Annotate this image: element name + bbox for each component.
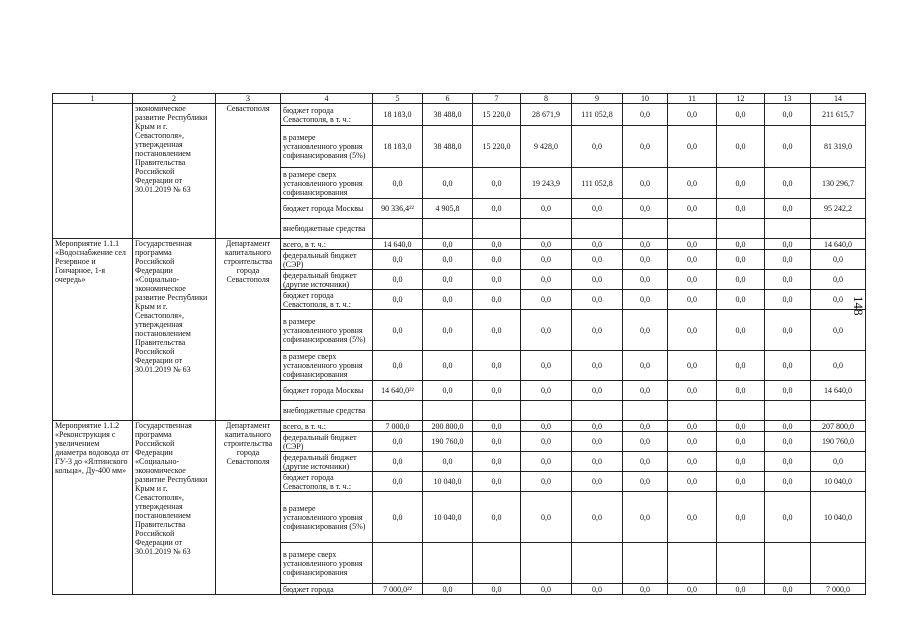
amount-cell: 0,0 bbox=[473, 270, 521, 290]
amount-cell: 0,0 bbox=[717, 492, 765, 543]
amount-cell: 0,0 bbox=[572, 492, 623, 543]
executor-cell: Севастополя bbox=[216, 104, 281, 239]
amount-cell bbox=[373, 543, 423, 584]
program-cell: Государственная программа Российской Федерации «Социально-экономическое развитие Республики Крым и г. Севастополя», утвержденная постановлением Правительства Российской Федерации от 30.01.2019 № 63 bbox=[133, 239, 216, 421]
amount-cell: 0,0 bbox=[623, 104, 668, 126]
amount-cell: 14 640,0²² bbox=[373, 381, 423, 401]
amount-cell: 0,0 bbox=[765, 432, 811, 452]
amount-cell: 0,0 bbox=[717, 168, 765, 199]
amount-cell: 0,0 bbox=[623, 421, 668, 432]
amount-cell: 0,0 bbox=[765, 168, 811, 199]
funding-source-cell: федеральный бюджет (другие источники) bbox=[281, 270, 373, 290]
measure-name-cell bbox=[53, 104, 133, 239]
amount-cell: 0,0 bbox=[473, 239, 521, 250]
amount-cell: 0,0 bbox=[717, 381, 765, 401]
amount-cell: 0,0 bbox=[765, 290, 811, 310]
amount-cell bbox=[717, 219, 765, 239]
amount-cell: 0,0 bbox=[811, 270, 866, 290]
amount-cell: 0,0 bbox=[423, 381, 473, 401]
table-row bbox=[53, 421, 866, 432]
amount-cell bbox=[473, 401, 521, 421]
amount-cell: 0,0 bbox=[623, 168, 668, 199]
amount-cell: 38 488,0 bbox=[423, 126, 473, 168]
funding-source-cell: бюджет города Москвы bbox=[281, 199, 373, 219]
amount-cell: 0,0 bbox=[572, 270, 623, 290]
amount-cell: 14 640,0 bbox=[811, 239, 866, 250]
amount-cell: 0,0 bbox=[572, 239, 623, 250]
amount-cell: 0,0 bbox=[668, 310, 717, 351]
program-cell: Государственная программа Российской Федерации «Социально-экономическое развитие Республики Крым и г. Севастополя», утвержденная постановлением Правительства Российской Федерации от 30.01.2019 № 63 bbox=[133, 421, 216, 595]
amount-cell: 0,0 bbox=[473, 310, 521, 351]
amount-cell bbox=[521, 543, 572, 584]
funding-source-cell: в размере сверх установленного уровня софинансирования bbox=[281, 168, 373, 199]
amount-cell bbox=[668, 219, 717, 239]
amount-cell: 0,0 bbox=[572, 421, 623, 432]
measure-name-cell: Мероприятие 1.1.2 «Реконструкция с увеличением диаметра водовода от ГУ-3 до «Ялтинского кольца», Ду-400 мм» bbox=[53, 421, 133, 595]
amount-cell: 0,0 bbox=[623, 290, 668, 310]
amount-cell: 90 336,4²² bbox=[373, 199, 423, 219]
amount-cell: 7 000,0 bbox=[811, 584, 866, 595]
amount-cell: 0,0 bbox=[623, 239, 668, 250]
amount-cell: 0,0 bbox=[473, 452, 521, 472]
amount-cell: 0,0 bbox=[623, 199, 668, 219]
amount-cell: 0,0 bbox=[521, 492, 572, 543]
amount-cell bbox=[572, 219, 623, 239]
funding-source-cell: внебюджетные средства bbox=[281, 219, 373, 239]
amount-cell: 0,0 bbox=[423, 351, 473, 381]
amount-cell: 0,0 bbox=[765, 270, 811, 290]
amount-cell: 0,0 bbox=[521, 584, 572, 595]
executor-cell: Департамент капитального строительства города Севастополя bbox=[216, 239, 281, 421]
program-cell: экономическое развитие Республики Крым и г. Севастополя», утвержденная постановлением Правительства Российской Федерации от 30.01.2019 № 63 bbox=[133, 104, 216, 239]
amount-cell: 38 488,0 bbox=[423, 104, 473, 126]
funding-source-cell: бюджет города Севастополя, в т. ч.: bbox=[281, 290, 373, 310]
amount-cell bbox=[623, 543, 668, 584]
amount-cell: 10 040,0 bbox=[811, 492, 866, 543]
amount-cell: 0,0 bbox=[521, 452, 572, 472]
amount-cell: 10 040,0 bbox=[423, 492, 473, 543]
amount-cell: 0,0 bbox=[623, 432, 668, 452]
amount-cell: 0,0 bbox=[423, 168, 473, 199]
amount-cell: 0,0 bbox=[765, 492, 811, 543]
amount-cell: 0,0 bbox=[473, 381, 521, 401]
amount-cell: 15 220,0 bbox=[473, 126, 521, 168]
amount-cell: 207 800,0 bbox=[811, 421, 866, 432]
amount-cell bbox=[765, 401, 811, 421]
amount-cell: 0,0 bbox=[811, 452, 866, 472]
funding-source-cell: бюджет города Севастополя, в т. ч.: bbox=[281, 472, 373, 492]
amount-cell: 0,0 bbox=[521, 432, 572, 452]
funding-source-cell: бюджет города Севастополя, в т. ч.: bbox=[281, 104, 373, 126]
amount-cell: 0,0 bbox=[423, 250, 473, 270]
amount-cell: 0,0 bbox=[811, 250, 866, 270]
amount-cell bbox=[811, 543, 866, 584]
amount-cell bbox=[717, 543, 765, 584]
amount-cell bbox=[572, 401, 623, 421]
amount-cell: 0,0 bbox=[811, 310, 866, 351]
amount-cell: 0,0 bbox=[765, 584, 811, 595]
amount-cell: 0,0 bbox=[373, 168, 423, 199]
amount-cell: 111 052,8 bbox=[572, 104, 623, 126]
funding-source-cell: в размере сверх установленного уровня софинансирования bbox=[281, 543, 373, 584]
amount-cell: 0,0 bbox=[717, 290, 765, 310]
amount-cell: 0,0 bbox=[668, 104, 717, 126]
amount-cell: 0,0 bbox=[623, 351, 668, 381]
funding-source-cell: всего, в т. ч.: bbox=[281, 421, 373, 432]
amount-cell: 0,0 bbox=[765, 421, 811, 432]
amount-cell: 0,0 bbox=[668, 421, 717, 432]
amount-cell: 0,0 bbox=[765, 126, 811, 168]
column-number: 9 bbox=[572, 94, 623, 104]
budget-table bbox=[52, 93, 866, 595]
amount-cell: 0,0 bbox=[717, 421, 765, 432]
amount-cell: 0,0 bbox=[717, 250, 765, 270]
amount-cell bbox=[668, 543, 717, 584]
amount-cell: 0,0 bbox=[623, 452, 668, 472]
amount-cell: 0,0 bbox=[473, 290, 521, 310]
executor-cell: Департамент капитального строительства города Севастополя bbox=[216, 421, 281, 595]
amount-cell bbox=[373, 401, 423, 421]
amount-cell: 81 319,0 bbox=[811, 126, 866, 168]
funding-source-cell: в размере сверх установленного уровня софинансирования bbox=[281, 351, 373, 381]
amount-cell: 0,0 bbox=[373, 310, 423, 351]
amount-cell bbox=[521, 219, 572, 239]
amount-cell: 0,0 bbox=[623, 472, 668, 492]
amount-cell: 0,0 bbox=[373, 250, 423, 270]
amount-cell: 0,0 bbox=[473, 250, 521, 270]
amount-cell bbox=[423, 543, 473, 584]
amount-cell bbox=[811, 219, 866, 239]
amount-cell: 7 000,0²² bbox=[373, 584, 423, 595]
amount-cell: 0,0 bbox=[765, 310, 811, 351]
amount-cell: 0,0 bbox=[717, 351, 765, 381]
amount-cell bbox=[473, 219, 521, 239]
column-number: 1 bbox=[53, 94, 133, 104]
column-number: 13 bbox=[765, 94, 811, 104]
amount-cell: 0,0 bbox=[373, 492, 423, 543]
amount-cell: 0,0 bbox=[668, 584, 717, 595]
amount-cell: 0,0 bbox=[423, 290, 473, 310]
amount-cell: 0,0 bbox=[765, 472, 811, 492]
amount-cell: 0,0 bbox=[373, 270, 423, 290]
amount-cell: 0,0 bbox=[572, 472, 623, 492]
amount-cell: 0,0 bbox=[717, 104, 765, 126]
funding-source-cell: федеральный бюджет (другие источники) bbox=[281, 452, 373, 472]
amount-cell: 0,0 bbox=[623, 126, 668, 168]
amount-cell: 14 640,0 bbox=[811, 381, 866, 401]
column-number: 5 bbox=[373, 94, 423, 104]
amount-cell: 0,0 bbox=[765, 199, 811, 219]
amount-cell: 0,0 bbox=[373, 452, 423, 472]
amount-cell: 0,0 bbox=[572, 199, 623, 219]
amount-cell: 0,0 bbox=[811, 290, 866, 310]
amount-cell: 0,0 bbox=[668, 351, 717, 381]
amount-cell: 0,0 bbox=[717, 126, 765, 168]
amount-cell: 0,0 bbox=[521, 472, 572, 492]
table-row bbox=[53, 239, 866, 250]
amount-cell: 0,0 bbox=[623, 381, 668, 401]
amount-cell: 0,0 bbox=[423, 584, 473, 595]
column-number: 3 bbox=[216, 94, 281, 104]
amount-cell: 9 428,0 bbox=[521, 126, 572, 168]
column-number: 8 bbox=[521, 94, 572, 104]
amount-cell: 0,0 bbox=[623, 270, 668, 290]
table-row bbox=[53, 104, 866, 126]
amount-cell: 0,0 bbox=[668, 432, 717, 452]
amount-cell: 0,0 bbox=[811, 351, 866, 381]
amount-cell: 0,0 bbox=[717, 432, 765, 452]
amount-cell: 0,0 bbox=[373, 432, 423, 452]
funding-source-cell: внебюджетные средства bbox=[281, 401, 373, 421]
column-number: 14 bbox=[811, 94, 866, 104]
amount-cell: 0,0 bbox=[521, 351, 572, 381]
amount-cell: 10 040,0 bbox=[811, 472, 866, 492]
amount-cell: 0,0 bbox=[668, 239, 717, 250]
amount-cell: 0,0 bbox=[668, 452, 717, 472]
amount-cell: 0,0 bbox=[473, 472, 521, 492]
amount-cell: 0,0 bbox=[623, 584, 668, 595]
amount-cell: 15 220,0 bbox=[473, 104, 521, 126]
amount-cell: 0,0 bbox=[765, 104, 811, 126]
amount-cell: 0,0 bbox=[572, 250, 623, 270]
amount-cell: 0,0 bbox=[572, 126, 623, 168]
amount-cell: 95 242,2 bbox=[811, 199, 866, 219]
amount-cell: 18 183,0 bbox=[373, 126, 423, 168]
amount-cell: 130 296,7 bbox=[811, 168, 866, 199]
column-number: 7 bbox=[473, 94, 521, 104]
amount-cell: 0,0 bbox=[521, 381, 572, 401]
amount-cell bbox=[423, 219, 473, 239]
amount-cell bbox=[765, 219, 811, 239]
column-number: 6 bbox=[423, 94, 473, 104]
amount-cell bbox=[521, 401, 572, 421]
amount-cell: 0,0 bbox=[717, 452, 765, 472]
amount-cell: 0,0 bbox=[373, 290, 423, 310]
amount-cell: 0,0 bbox=[521, 421, 572, 432]
amount-cell: 0,0 bbox=[521, 199, 572, 219]
amount-cell: 0,0 bbox=[623, 492, 668, 543]
amount-cell: 0,0 bbox=[473, 351, 521, 381]
amount-cell: 0,0 bbox=[572, 381, 623, 401]
amount-cell: 0,0 bbox=[765, 239, 811, 250]
amount-cell: 0,0 bbox=[423, 310, 473, 351]
funding-source-cell: федеральный бюджет (СЭР) bbox=[281, 250, 373, 270]
amount-cell: 0,0 bbox=[668, 250, 717, 270]
amount-cell: 0,0 bbox=[521, 270, 572, 290]
amount-cell: 0,0 bbox=[717, 239, 765, 250]
amount-cell: 0,0 bbox=[668, 381, 717, 401]
amount-cell: 0,0 bbox=[765, 250, 811, 270]
amount-cell: 0,0 bbox=[423, 270, 473, 290]
amount-cell: 0,0 bbox=[572, 351, 623, 381]
amount-cell: 0,0 bbox=[765, 381, 811, 401]
amount-cell: 0,0 bbox=[373, 472, 423, 492]
amount-cell: 0,0 bbox=[473, 168, 521, 199]
amount-cell: 18 183,0 bbox=[373, 104, 423, 126]
funding-source-cell: бюджет города bbox=[281, 584, 373, 595]
amount-cell bbox=[668, 401, 717, 421]
amount-cell: 0,0 bbox=[572, 290, 623, 310]
amount-cell: 0,0 bbox=[717, 199, 765, 219]
amount-cell: 0,0 bbox=[623, 310, 668, 351]
column-number: 10 bbox=[623, 94, 668, 104]
amount-cell: 10 040,0 bbox=[423, 472, 473, 492]
amount-cell: 0,0 bbox=[668, 199, 717, 219]
column-number: 12 bbox=[717, 94, 765, 104]
amount-cell: 0,0 bbox=[668, 270, 717, 290]
amount-cell bbox=[765, 543, 811, 584]
amount-cell bbox=[373, 219, 423, 239]
amount-cell: 0,0 bbox=[717, 270, 765, 290]
amount-cell: 0,0 bbox=[717, 584, 765, 595]
amount-cell: 7 000,0 bbox=[373, 421, 423, 432]
column-number: 11 bbox=[668, 94, 717, 104]
funding-source-cell: всего, в т. ч.: bbox=[281, 239, 373, 250]
amount-cell: 0,0 bbox=[521, 310, 572, 351]
amount-cell: 0,0 bbox=[423, 239, 473, 250]
amount-cell: 0,0 bbox=[717, 472, 765, 492]
amount-cell bbox=[811, 401, 866, 421]
amount-cell: 200 800,0 bbox=[423, 421, 473, 432]
amount-cell: 28 671,9 bbox=[521, 104, 572, 126]
amount-cell: 0,0 bbox=[423, 452, 473, 472]
amount-cell: 0,0 bbox=[572, 452, 623, 472]
amount-cell: 0,0 bbox=[473, 432, 521, 452]
amount-cell: 0,0 bbox=[521, 290, 572, 310]
amount-cell: 190 760,0 bbox=[423, 432, 473, 452]
amount-cell: 14 640,0 bbox=[373, 239, 423, 250]
amount-cell: 0,0 bbox=[473, 492, 521, 543]
amount-cell: 0,0 bbox=[765, 452, 811, 472]
amount-cell: 0,0 bbox=[668, 472, 717, 492]
amount-cell: 19 243,9 bbox=[521, 168, 572, 199]
amount-cell: 0,0 bbox=[668, 492, 717, 543]
amount-cell: 111 052,8 bbox=[572, 168, 623, 199]
amount-cell: 0,0 bbox=[668, 290, 717, 310]
funding-source-cell: в размере установленного уровня софинансирования (5%) bbox=[281, 126, 373, 168]
amount-cell: 0,0 bbox=[668, 168, 717, 199]
amount-cell bbox=[623, 401, 668, 421]
column-number-row bbox=[53, 94, 866, 104]
amount-cell: 0,0 bbox=[572, 584, 623, 595]
amount-cell bbox=[623, 219, 668, 239]
column-number: 4 bbox=[281, 94, 373, 104]
amount-cell: 0,0 bbox=[473, 199, 521, 219]
column-number: 2 bbox=[133, 94, 216, 104]
amount-cell: 211 615,7 bbox=[811, 104, 866, 126]
measure-name-cell: Мероприятие 1.1.1 «Водоснабжение сел Резервное и Гончарное, 1-я очередь» bbox=[53, 239, 133, 421]
amount-cell: 4 905,8 bbox=[423, 199, 473, 219]
funding-source-cell: бюджет города Москвы bbox=[281, 381, 373, 401]
amount-cell: 0,0 bbox=[521, 250, 572, 270]
amount-cell bbox=[717, 401, 765, 421]
amount-cell bbox=[473, 543, 521, 584]
amount-cell: 0,0 bbox=[668, 126, 717, 168]
funding-source-cell: федеральный бюджет (СЭР) bbox=[281, 432, 373, 452]
page-number: 148 bbox=[851, 296, 866, 316]
amount-cell: 0,0 bbox=[765, 351, 811, 381]
amount-cell: 190 760,0 bbox=[811, 432, 866, 452]
funding-source-cell: в размере установленного уровня софинансирования (5%) bbox=[281, 310, 373, 351]
amount-cell: 0,0 bbox=[717, 310, 765, 351]
funding-source-cell: в размере установленного уровня софинансирования (5%) bbox=[281, 492, 373, 543]
amount-cell: 0,0 bbox=[521, 239, 572, 250]
amount-cell: 0,0 bbox=[623, 250, 668, 270]
amount-cell: 0,0 bbox=[473, 421, 521, 432]
amount-cell: 0,0 bbox=[572, 432, 623, 452]
amount-cell bbox=[423, 401, 473, 421]
amount-cell: 0,0 bbox=[373, 351, 423, 381]
amount-cell bbox=[572, 543, 623, 584]
amount-cell: 0,0 bbox=[473, 584, 521, 595]
amount-cell: 0,0 bbox=[572, 310, 623, 351]
